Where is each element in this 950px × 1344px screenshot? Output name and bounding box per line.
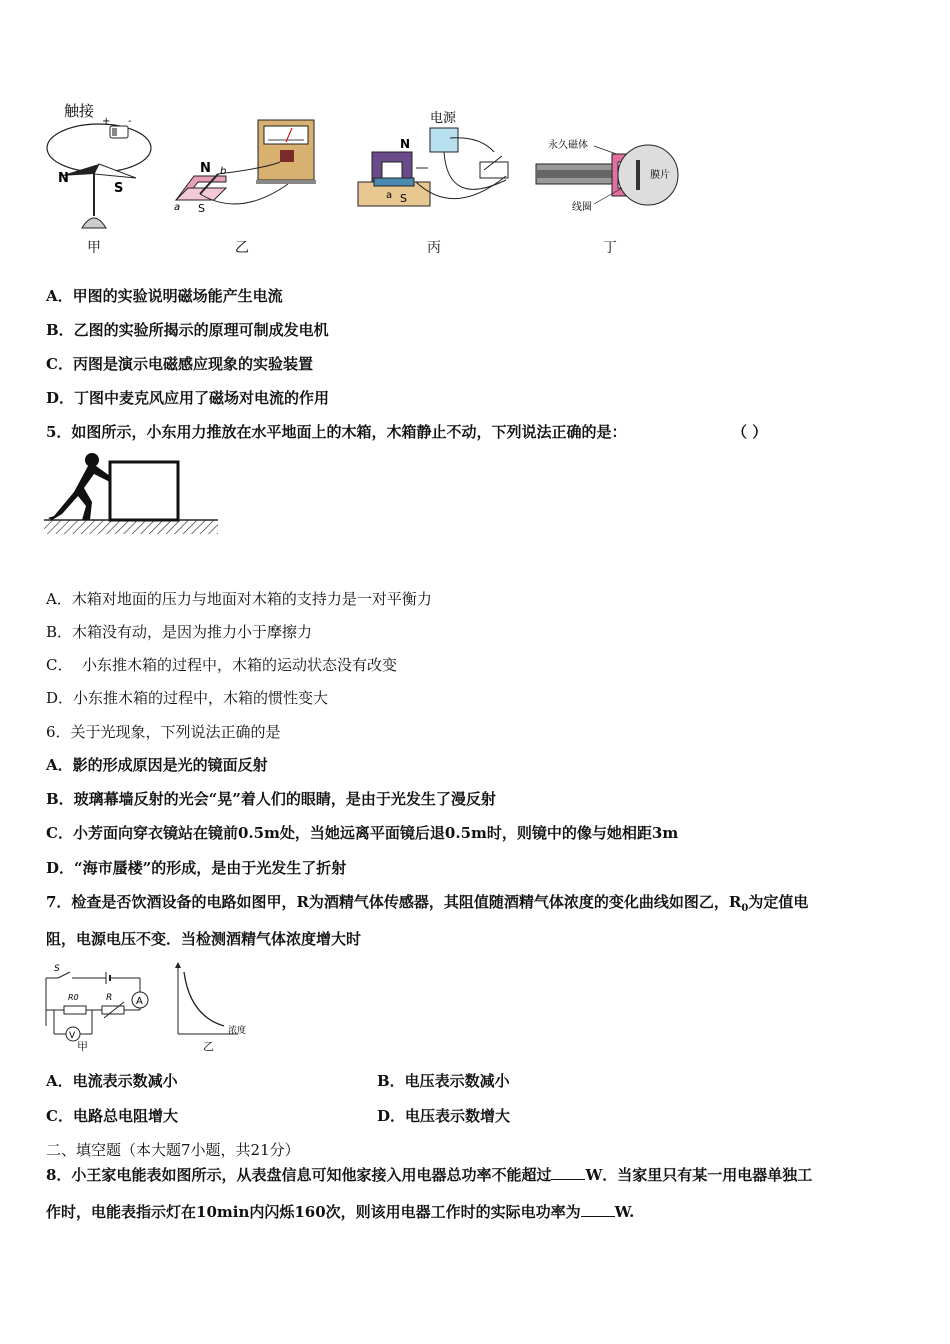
r0-label: R0 [68, 993, 79, 1002]
q4-figure-ding [532, 134, 684, 214]
q6-stem: 6．关于光现象，下列说法正确的是 [46, 723, 281, 741]
plus-sign: + [102, 116, 111, 127]
sensor-r-label: R [106, 993, 113, 1003]
q7-option-a: A．电流表示数减小 [46, 1072, 178, 1090]
q8-answer-blank-1[interactable] [551, 1165, 585, 1180]
fig-label-q7-yi: 乙 [203, 1040, 214, 1053]
q8-line1-part-a: 8．小王家电能表如图所示，从表盘信息可知他家接入用电器总功率不能超过 [46, 1166, 552, 1184]
q7-stem-line2: 阻，电源电压不变．当检测酒精气体浓度增大时 [46, 930, 362, 948]
section-fill-in-title: 二、填空题（本大题7小题，共21分） [46, 1141, 300, 1159]
q8-line1 [46, 1165, 812, 1185]
fig-label-yi: 乙 [235, 240, 249, 256]
q7-stem-part-a: 7．检查是否饮酒设备的电路如图甲，R为酒精气体传感器，其阻值随酒精气体浓度的变化曲线如图乙，R [46, 893, 742, 911]
q7-option-b: B．电压表示数减小 [377, 1072, 510, 1090]
q7-option-c: C．电路总电阻增大 [46, 1107, 178, 1125]
q8-line1-part-b: W．当家里只有某一用电器单独工 [585, 1166, 813, 1184]
q8-answer-blank-2[interactable] [581, 1202, 615, 1217]
q7-figure-jia-circuit [40, 960, 155, 1050]
q7-stem-part-b: 为定值电 [748, 893, 809, 911]
voltmeter-label: V [69, 1031, 76, 1041]
q4-option-a: A．甲图的实验说明磁场能产生电流 [46, 287, 283, 305]
q8-line2 [46, 1202, 634, 1222]
ammeter-label: A [136, 996, 143, 1007]
wire-end-a: a [174, 202, 181, 213]
q5-option-b: B．木箱没有动，是因为推力小于摩擦力 [46, 623, 313, 641]
switch-label: S [54, 964, 60, 974]
q5-option-a: A．木箱对地面的压力与地面对木箱的支持力是一对平衡力 [46, 590, 432, 608]
q6-option-b: B．玻璃幕墙反射的光会“晃”着人们的眼睛，是由于光发生了漫反射 [46, 790, 496, 808]
q7-option-d: D．电压表示数增大 [377, 1107, 511, 1125]
q4-figure-yi [170, 118, 318, 223]
q4-option-d: D．丁图中麦克风应用了磁场对电流的作用 [46, 389, 330, 407]
fig-label-jia: 甲 [87, 240, 101, 256]
concentration-axis-label: 浓度 [228, 1026, 247, 1036]
q5-answer-paren: （ ） [732, 423, 768, 441]
touch-label: 触接 [64, 102, 95, 120]
s-pole: S [198, 202, 205, 215]
q4-figure-bing [354, 108, 514, 213]
fig-label-ding: 丁 [603, 240, 617, 256]
q8-line2-part-b: W. [614, 1203, 635, 1221]
n-pole: N [58, 171, 69, 186]
power-source-label: 电源 [430, 111, 457, 126]
diaphragm-label: 膜片 [650, 170, 670, 181]
q4-option-b: B．乙图的实验所揭示的原理可制成发电机 [46, 321, 329, 339]
wire-end-b: b [220, 166, 227, 177]
q7-figure-yi-graph [168, 960, 258, 1046]
fig-label-q7-jia: 甲 [77, 1040, 88, 1053]
fig-label-bing: 丙 [427, 240, 441, 256]
q4-option-c: C．丙图是演示电磁感应现象的实验装置 [46, 355, 313, 373]
q7-stem-line1 [46, 892, 808, 919]
n-pole: N [400, 137, 411, 151]
q8-line2-part-a: 作时，电能表指示灯在10min内闪烁160次，则该用电器工作时的实际电功率为 [46, 1203, 581, 1221]
n-pole: N [200, 161, 211, 176]
q5-option-d: D．小东推木箱的过程中，木箱的惯性变大 [46, 689, 329, 707]
rod-label-a: a [386, 190, 393, 201]
q5-option-c: C． 小东推木箱的过程中，木箱的运动状态没有改变 [46, 656, 398, 674]
q5-figure-push-box [44, 452, 220, 538]
s-pole: S [114, 181, 124, 196]
coil-label: 线圈 [572, 202, 592, 213]
s-pole: S [400, 192, 407, 205]
q5-stem: 5．如图所示，小东用力推放在水平地面上的木箱，木箱静止不动，下列说法正确的是： [46, 423, 627, 441]
q4-figure-jia [44, 96, 159, 238]
r0-subscript: 0 [741, 903, 749, 914]
q6-option-a: A．影的形成原因是光的镜面反射 [46, 756, 268, 774]
q6-option-c: C．小芳面向穿衣镜站在镜前0.5m处，当她远离平面镜后退0.5m时，则镜中的像与她相距3m [46, 824, 679, 842]
q6-option-d: D．“海市蜃楼”的形成，是由于光发生了折射 [46, 859, 347, 877]
minus-sign: - [128, 116, 132, 127]
magnet-label: 永久磁体 [548, 140, 588, 151]
